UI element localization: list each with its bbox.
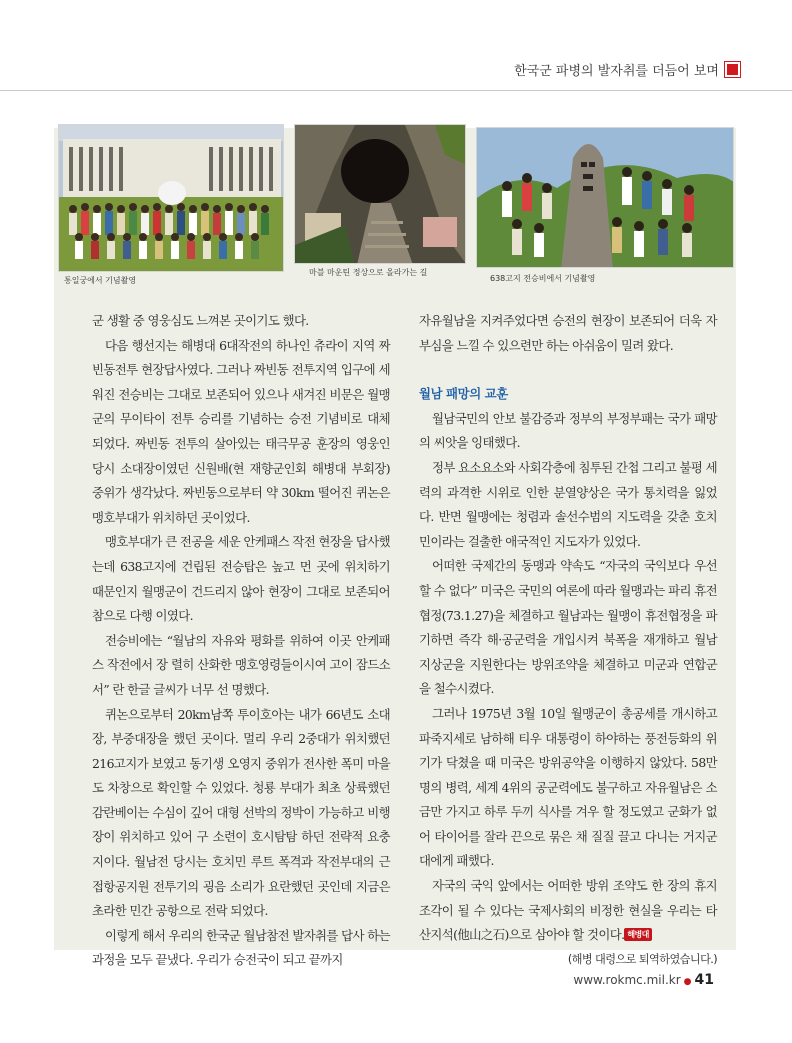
- closing-text: 자국의 국익 앞에서는 어떠한 방위 조약도 한 장의 휴지 조각이 될 수 있다는 국제사회의 비정한 현실을 우리는 타산지석(他山之石)으로 삼아야 할 것이다.: [419, 878, 717, 943]
- paragraph: 이렇게 해서 우리의 한국군 월남참전 발자취를 답사 하는 과정을 모두 끝냈다. 우리가 승전국이 되고 끝까지: [92, 927, 390, 968]
- header-title: 한국군 파병의 발자취를 더듬어 보며: [514, 64, 719, 79]
- photo-caption: 마블 마운틴 정상으로 올라가는 길: [309, 268, 428, 277]
- group-photo-palace-icon: [59, 125, 284, 272]
- red-square-icon: [725, 62, 740, 77]
- bullet-icon: ●: [683, 977, 692, 987]
- footer-url[interactable]: www.rokmc.mil.kr: [573, 973, 681, 987]
- section-heading: 월남 패망의 교훈: [419, 386, 508, 402]
- paragraph: 월남국민의 안보 불감증과 정부의 부정부패는 국가 패망의 씨앗을 잉태했다.: [419, 410, 717, 451]
- cave-path-icon: [295, 125, 466, 264]
- left-column: [92, 309, 390, 973]
- paragraph: 정부 요소요소와 사회각층에 침투된 간첩 그리고 불평 세력의 과격한 시위로 인한 분열양상은 국가 통치력을 잃었다. 반면 월맹에는 청렴과 솔선수범의 지도력을 갖춘 호치민이라는 걸출한 애국적인 지도자가 있었다.: [419, 459, 717, 549]
- page-number: 41: [694, 972, 714, 988]
- paragraph: 맹호부대가 큰 전공을 세운 안케패스 작전 현장을 답사했는데 638고지에 건립된 전승탑은 높고 먼 곳에 위치하기 때문인지 월맹군이 건드리지 않아 현장이 그대로 보존되어 참으로 다행 이였다.: [92, 534, 390, 624]
- group-photo-monument-icon: [477, 128, 734, 268]
- photo-monument: [476, 127, 734, 268]
- photo-caption: 638고지 전승비에서 기념촬영: [490, 274, 596, 283]
- paragraph-closing: [419, 874, 717, 948]
- photo-caption: 통일궁에서 기념촬영: [64, 276, 137, 285]
- author-note: (해병 대령으로 퇴역하였습니다.): [567, 952, 717, 966]
- paragraph: 전승비에는 “월남의 자유와 평화를 위하여 이곳 안케패스 작전에서 장 렬히 산화한 맹호영령들이시여 고이 잠드소서” 란 한글 글씨가 너무 선 명했다.: [92, 632, 390, 697]
- page-footer: [573, 972, 714, 988]
- right-column: [419, 309, 717, 972]
- paragraph: 자유월남을 지켜주었다면 승전의 현장이 보존되어 더욱 자부심을 느낄 수 있으련만 하는 아쉬움이 밀려 왔다.: [419, 313, 717, 353]
- header-rule: [0, 90, 792, 91]
- end-badge: 해병대: [624, 928, 651, 941]
- paragraph: 어떠한 국제간의 동맹과 약속도 “자국의 국익보다 우선할 수 없다” 미국은 국민의 여론에 따라 월맹과는 파리 휴전협정(73.1.27)을 체결하고 월남과는 월맹이 휴전협정을 파기하면 즉각 해·공군력을 개입시켜 북폭을 재개하고 월남 지상군을 지원한다는 방위조약을 체결하고 미군과 연합군을 철수시켰다.: [419, 558, 717, 697]
- photo-cave: [294, 124, 466, 264]
- photo-palace: [58, 124, 284, 272]
- running-header: [514, 60, 740, 79]
- paragraph: 그러나 1975년 3월 10일 월맹군이 총공세를 개시하고 파죽지세로 남하해 티우 대통령이 하야하는 풍전등화의 위기가 닥쳤을 때 미국은 방위공약을 이행하지 않았다. 58만 명의 병력, 세계 4위의 공군력에도 불구하고 자유월남은 소금만 가지고 하루 두끼 식사를 겨우 할 정도였고 군화가 없어 타이어를 잘라 끈으로 묶은 채 질질 끌고 다니는 거지군대에게 패했다.: [419, 705, 717, 869]
- paragraph: 퀴논으로부터 20km남쪽 투이호아는 내가 66년도 소대장, 부중대장을 했던 곳이다. 멀리 우리 2중대가 위치했던 216고지가 보였고 동기생 오영지 중위가 전사한 폭미 마을도 차창으로 확인할 수 있었다. 청룡 부대가 최초 상륙했던 감란베이는 수심이 깊어 대형 선박의 정박이 가능하고 비행장이 위치하고 있어 구 소련이 호시탐탐 하던 전략적 요충지이다. 월남전 당시는 호치민 루트 폭격과 작전부대의 근접항공지원 전투기의 굉음 소리가 요란했던 곳인데 지금은 초라한 민간 공항으로 전락 되었다.: [92, 706, 390, 919]
- paragraph: 다음 행선지는 해병대 6대작전의 하나인 츄라이 지역 짜빈동전투 현장답사였다. 그러나 짜빈동 전투지역 입구에 세워진 전승비는 그대로 보존되어 있으나 새겨진 비문은 월맹군의 무이타이 전투 승리를 기념하는 승전 기념비로 대체 되었다. 짜빈동 전투의 살아있는 태극무공 훈장의 영웅인 당시 소대장이였던 신원배(현 재향군인회 해병대 부회장) 중위가 생각났다. 짜빈동으로부터 약 30km 떨어진 퀴논은 맹호부대가 위치하던 곳이었다.: [92, 337, 390, 525]
- paragraph: 군 생활 중 영웅심도 느껴본 곳이기도 했다.: [92, 313, 309, 328]
